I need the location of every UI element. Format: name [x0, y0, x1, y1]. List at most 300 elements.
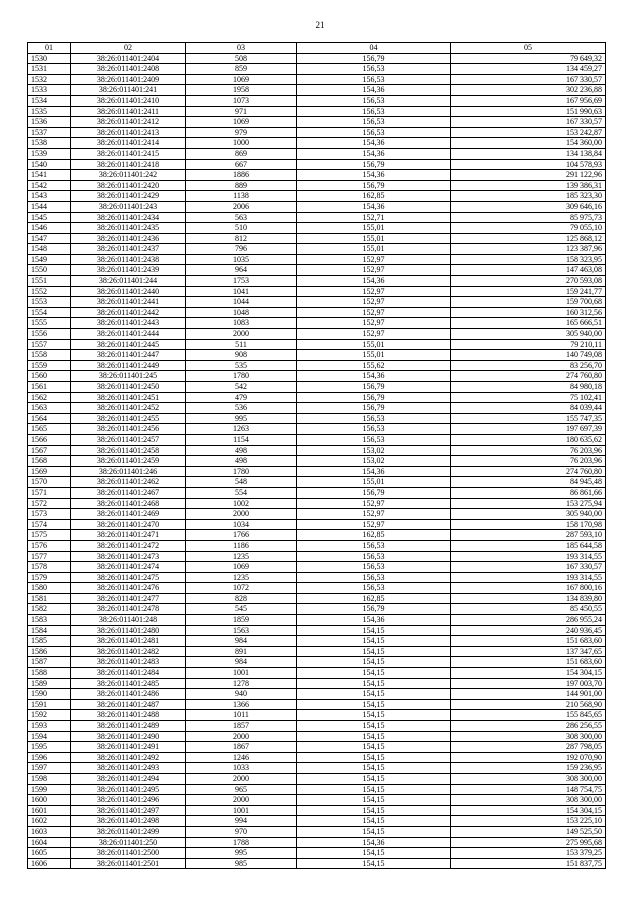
rate-value: 155,01 [297, 339, 451, 350]
amount-value: 151 837,75 [451, 858, 606, 869]
cadastral-number: 38:26:011401:2440 [71, 286, 186, 297]
rate-value: 156,53 [297, 413, 451, 424]
rate-value: 152,97 [297, 519, 451, 530]
cadastral-number: 38:26:011401:2462 [71, 477, 186, 488]
table-row [28, 826, 606, 837]
row-number: 1547 [28, 233, 71, 244]
table-row [28, 742, 606, 753]
amount-value: 153 379,25 [451, 848, 606, 859]
rate-value: 154,15 [297, 752, 451, 763]
area-value: 970 [186, 826, 297, 837]
row-number: 1570 [28, 477, 71, 488]
rate-value: 154,15 [297, 710, 451, 721]
rate-value: 156,53 [297, 127, 451, 138]
table-row [28, 593, 606, 604]
cadastral-number: 38:26:011401:2498 [71, 816, 186, 827]
table-row [28, 424, 606, 435]
rate-value: 154,36 [297, 276, 451, 287]
amount-value: 167 800,16 [451, 583, 606, 594]
cadastral-number: 38:26:011401:2414 [71, 138, 186, 149]
table-row [28, 445, 606, 456]
row-number: 1555 [28, 318, 71, 329]
row-number: 1582 [28, 604, 71, 615]
row-number: 1604 [28, 837, 71, 848]
area-value: 1083 [186, 318, 297, 329]
row-number: 1577 [28, 551, 71, 562]
amount-value: 134 459,27 [451, 64, 606, 75]
rate-value: 154,15 [297, 773, 451, 784]
row-number: 1542 [28, 180, 71, 191]
area-value: 1766 [186, 530, 297, 541]
row-number: 1587 [28, 657, 71, 668]
area-value: 965 [186, 784, 297, 795]
table-row [28, 138, 606, 149]
row-number: 1557 [28, 339, 71, 350]
rate-value: 154,36 [297, 371, 451, 382]
data-table [27, 42, 606, 869]
area-value: 1033 [186, 763, 297, 774]
cadastral-number: 38:26:011401:2435 [71, 223, 186, 234]
rate-value: 154,15 [297, 646, 451, 657]
amount-value: 309 646,16 [451, 201, 606, 212]
row-number: 1540 [28, 159, 71, 170]
table-row [28, 95, 606, 106]
row-number: 1567 [28, 445, 71, 456]
table-row [28, 625, 606, 636]
table-row [28, 64, 606, 75]
table-row [28, 498, 606, 509]
amount-value: 137 347,65 [451, 646, 606, 657]
area-value: 995 [186, 413, 297, 424]
amount-value: 154 304,15 [451, 805, 606, 816]
amount-value: 192 070,90 [451, 752, 606, 763]
table-row [28, 339, 606, 350]
rate-value: 156,53 [297, 424, 451, 435]
amount-value: 79 055,10 [451, 223, 606, 234]
amount-value: 75 102,41 [451, 392, 606, 403]
column-header-05: 05 [451, 43, 606, 54]
amount-value: 159 700,68 [451, 297, 606, 308]
table-row [28, 392, 606, 403]
table-row [28, 731, 606, 742]
rate-value: 154,15 [297, 848, 451, 859]
area-value: 985 [186, 858, 297, 869]
amount-value: 79 210,11 [451, 339, 606, 350]
cadastral-number: 38:26:011401:2438 [71, 254, 186, 265]
area-value: 1235 [186, 572, 297, 583]
row-number: 1594 [28, 731, 71, 742]
area-value: 2006 [186, 201, 297, 212]
area-value: 508 [186, 53, 297, 64]
rate-value: 155,01 [297, 350, 451, 361]
cadastral-number: 38:26:011401:2467 [71, 487, 186, 498]
rate-value: 156,53 [297, 583, 451, 594]
area-value: 812 [186, 233, 297, 244]
table-row [28, 795, 606, 806]
table-row [28, 85, 606, 96]
cadastral-number: 38:26:011401:2449 [71, 360, 186, 371]
area-value: 542 [186, 382, 297, 393]
amount-value: 275 995,68 [451, 837, 606, 848]
cadastral-number: 38:26:011401:2478 [71, 604, 186, 615]
area-value: 1069 [186, 562, 297, 573]
table-row [28, 699, 606, 710]
column-header-01: 01 [28, 43, 71, 54]
cadastral-number: 38:26:011401:2482 [71, 646, 186, 657]
amount-value: 85 450,55 [451, 604, 606, 615]
rate-value: 156,79 [297, 159, 451, 170]
rate-value: 154,15 [297, 816, 451, 827]
amount-value: 104 578,93 [451, 159, 606, 170]
row-number: 1573 [28, 509, 71, 520]
cadastral-number: 38:26:011401:2497 [71, 805, 186, 816]
table-row [28, 816, 606, 827]
rate-value: 154,36 [297, 138, 451, 149]
rate-value: 156,53 [297, 95, 451, 106]
amount-value: 76 203,96 [451, 445, 606, 456]
area-value: 1035 [186, 254, 297, 265]
table-row [28, 668, 606, 679]
amount-value: 79 649,32 [451, 53, 606, 64]
table-row [28, 318, 606, 329]
amount-value: 85 975,73 [451, 212, 606, 223]
table-row [28, 191, 606, 202]
rate-value: 156,79 [297, 604, 451, 615]
amount-value: 286 256,55 [451, 721, 606, 732]
area-value: 940 [186, 689, 297, 700]
row-number: 1575 [28, 530, 71, 541]
cadastral-number: 38:26:011401:2495 [71, 784, 186, 795]
area-value: 1041 [186, 286, 297, 297]
row-number: 1571 [28, 487, 71, 498]
area-value: 1886 [186, 170, 297, 181]
amount-value: 153 275,94 [451, 498, 606, 509]
cadastral-number: 38:26:011401:2484 [71, 668, 186, 679]
area-value: 667 [186, 159, 297, 170]
area-value: 1001 [186, 668, 297, 679]
row-number: 1536 [28, 117, 71, 128]
area-value: 1001 [186, 805, 297, 816]
cadastral-number: 38:26:011401:2412 [71, 117, 186, 128]
row-number: 1590 [28, 689, 71, 700]
cadastral-number: 38:26:011401:2452 [71, 403, 186, 414]
cadastral-number: 38:26:011401:2447 [71, 350, 186, 361]
area-value: 1780 [186, 466, 297, 477]
rate-value: 156,53 [297, 572, 451, 583]
amount-value: 123 387,96 [451, 244, 606, 255]
column-header-04: 04 [297, 43, 451, 54]
rate-value: 154,36 [297, 615, 451, 626]
amount-value: 84 945,48 [451, 477, 606, 488]
amount-value: 274 760,80 [451, 371, 606, 382]
amount-value: 149 525,50 [451, 826, 606, 837]
area-value: 1753 [186, 276, 297, 287]
rate-value: 152,97 [297, 318, 451, 329]
amount-value: 158 170,98 [451, 519, 606, 530]
rate-value: 156,79 [297, 487, 451, 498]
table-row [28, 117, 606, 128]
cadastral-number: 38:26:011401:2418 [71, 159, 186, 170]
rate-value: 156,53 [297, 562, 451, 573]
table-row [28, 848, 606, 859]
row-number: 1537 [28, 127, 71, 138]
row-number: 1599 [28, 784, 71, 795]
table-row [28, 360, 606, 371]
row-number: 1603 [28, 826, 71, 837]
area-value: 2000 [186, 795, 297, 806]
table-row [28, 106, 606, 117]
cadastral-number: 38:26:011401:2474 [71, 562, 186, 573]
table-row [28, 805, 606, 816]
row-number: 1556 [28, 329, 71, 340]
row-number: 1548 [28, 244, 71, 255]
cadastral-number: 38:26:011401:2475 [71, 572, 186, 583]
area-value: 1069 [186, 117, 297, 128]
rate-value: 156,53 [297, 64, 451, 75]
rate-value: 154,15 [297, 678, 451, 689]
cadastral-number: 38:26:011401:2496 [71, 795, 186, 806]
amount-value: 147 463,08 [451, 265, 606, 276]
row-number: 1580 [28, 583, 71, 594]
area-value: 964 [186, 265, 297, 276]
row-number: 1592 [28, 710, 71, 721]
cadastral-number: 38:26:011401:2501 [71, 858, 186, 869]
rate-value: 155,01 [297, 244, 451, 255]
row-number: 1546 [28, 223, 71, 234]
cadastral-number: 38:26:011401:2486 [71, 689, 186, 700]
cadastral-number: 38:26:011401:2439 [71, 265, 186, 276]
area-value: 984 [186, 657, 297, 668]
cadastral-number: 38:26:011401:248 [71, 615, 186, 626]
cadastral-number: 38:26:011401:244 [71, 276, 186, 287]
table-row [28, 53, 606, 64]
column-header-02: 02 [71, 43, 186, 54]
amount-value: 291 122,96 [451, 170, 606, 181]
amount-value: 240 936,45 [451, 625, 606, 636]
amount-value: 274 760,80 [451, 466, 606, 477]
rate-value: 153,02 [297, 445, 451, 456]
cadastral-number: 38:26:011401:245 [71, 371, 186, 382]
amount-value: 134 138,84 [451, 148, 606, 159]
cadastral-number: 38:26:011401:2485 [71, 678, 186, 689]
rate-value: 154,36 [297, 837, 451, 848]
table-row [28, 127, 606, 138]
cadastral-number: 38:26:011401:2442 [71, 307, 186, 318]
row-number: 1569 [28, 466, 71, 477]
row-number: 1601 [28, 805, 71, 816]
area-value: 1002 [186, 498, 297, 509]
rate-value: 154,15 [297, 826, 451, 837]
amount-value: 308 300,00 [451, 731, 606, 742]
amount-value: 193 314,55 [451, 572, 606, 583]
amount-value: 153 242,87 [451, 127, 606, 138]
cadastral-number: 38:26:011401:2455 [71, 413, 186, 424]
row-number: 1533 [28, 85, 71, 96]
amount-value: 158 323,95 [451, 254, 606, 265]
area-value: 1235 [186, 551, 297, 562]
row-number: 1545 [28, 212, 71, 223]
cadastral-number: 38:26:011401:2437 [71, 244, 186, 255]
table-row [28, 784, 606, 795]
page-number: 21 [315, 20, 325, 30]
rate-value: 152,97 [297, 297, 451, 308]
cadastral-number: 38:26:011401:2472 [71, 540, 186, 551]
row-number: 1581 [28, 593, 71, 604]
rate-value: 154,15 [297, 858, 451, 869]
area-value: 1859 [186, 615, 297, 626]
amount-value: 286 955,24 [451, 615, 606, 626]
rate-value: 156,79 [297, 53, 451, 64]
rate-value: 154,15 [297, 668, 451, 679]
area-value: 1034 [186, 519, 297, 530]
table-row [28, 604, 606, 615]
table-row [28, 212, 606, 223]
amount-value: 308 300,00 [451, 773, 606, 784]
row-number: 1576 [28, 540, 71, 551]
cadastral-number: 38:26:011401:2481 [71, 636, 186, 647]
area-value: 545 [186, 604, 297, 615]
table-row [28, 434, 606, 445]
rate-value: 152,97 [297, 265, 451, 276]
rate-value: 154,36 [297, 148, 451, 159]
cadastral-number: 38:26:011401:243 [71, 201, 186, 212]
rate-value: 162,85 [297, 530, 451, 541]
amount-value: 302 236,88 [451, 85, 606, 96]
amount-value: 185 323,30 [451, 191, 606, 202]
cadastral-number: 38:26:011401:2489 [71, 721, 186, 732]
row-number: 1568 [28, 456, 71, 467]
table-row [28, 276, 606, 287]
area-value: 891 [186, 646, 297, 657]
area-value: 994 [186, 816, 297, 827]
area-value: 1044 [186, 297, 297, 308]
amount-value: 148 754,75 [451, 784, 606, 795]
area-value: 2000 [186, 773, 297, 784]
area-value: 979 [186, 127, 297, 138]
cadastral-number: 38:26:011401:2468 [71, 498, 186, 509]
row-number: 1562 [28, 392, 71, 403]
cadastral-number: 38:26:011401:2488 [71, 710, 186, 721]
row-number: 1572 [28, 498, 71, 509]
cadastral-number: 38:26:011401:2457 [71, 434, 186, 445]
rate-value: 155,62 [297, 360, 451, 371]
area-value: 1857 [186, 721, 297, 732]
row-number: 1560 [28, 371, 71, 382]
cadastral-number: 38:26:011401:2411 [71, 106, 186, 117]
amount-value: 84 039,44 [451, 403, 606, 414]
row-number: 1549 [28, 254, 71, 265]
cadastral-number: 38:26:011401:2469 [71, 509, 186, 520]
amount-value: 151 683,60 [451, 657, 606, 668]
table-row [28, 678, 606, 689]
area-value: 548 [186, 477, 297, 488]
rate-value: 154,15 [297, 805, 451, 816]
row-number: 1597 [28, 763, 71, 774]
rate-value: 154,15 [297, 763, 451, 774]
cadastral-number: 38:26:011401:2476 [71, 583, 186, 594]
area-value: 889 [186, 180, 297, 191]
table-row [28, 858, 606, 869]
area-value: 1780 [186, 371, 297, 382]
table-row [28, 307, 606, 318]
row-number: 1532 [28, 74, 71, 85]
row-number: 1553 [28, 297, 71, 308]
amount-value: 193 314,55 [451, 551, 606, 562]
table-row [28, 837, 606, 848]
rate-value: 154,15 [297, 657, 451, 668]
table-row [28, 286, 606, 297]
rate-value: 155,01 [297, 477, 451, 488]
row-number: 1574 [28, 519, 71, 530]
table-row [28, 615, 606, 626]
table-row [28, 562, 606, 573]
row-number: 1539 [28, 148, 71, 159]
area-value: 1867 [186, 742, 297, 753]
area-value: 1011 [186, 710, 297, 721]
rate-value: 152,97 [297, 307, 451, 318]
amount-value: 197 003,70 [451, 678, 606, 689]
row-number: 1605 [28, 848, 71, 859]
rate-value: 154,15 [297, 795, 451, 806]
rate-value: 155,01 [297, 223, 451, 234]
table-row [28, 223, 606, 234]
area-value: 2000 [186, 329, 297, 340]
rate-value: 155,01 [297, 233, 451, 244]
rate-value: 156,79 [297, 382, 451, 393]
table-row [28, 752, 606, 763]
cadastral-number: 38:26:011401:2450 [71, 382, 186, 393]
cadastral-number: 38:26:011401:2434 [71, 212, 186, 223]
amount-value: 270 593,08 [451, 276, 606, 287]
row-number: 1595 [28, 742, 71, 753]
cadastral-number: 38:26:011401:2404 [71, 53, 186, 64]
amount-value: 140 749,08 [451, 350, 606, 361]
row-number: 1606 [28, 858, 71, 869]
cadastral-number: 38:26:011401:2410 [71, 95, 186, 106]
row-number: 1589 [28, 678, 71, 689]
row-number: 1598 [28, 773, 71, 784]
rate-value: 162,85 [297, 191, 451, 202]
area-value: 536 [186, 403, 297, 414]
rate-value: 152,71 [297, 212, 451, 223]
amount-value: 167 956,69 [451, 95, 606, 106]
rate-value: 156,53 [297, 434, 451, 445]
cadastral-number: 38:26:011401:2493 [71, 763, 186, 774]
rate-value: 156,53 [297, 540, 451, 551]
cadastral-number: 38:26:011401:2444 [71, 329, 186, 340]
area-value: 995 [186, 848, 297, 859]
rate-value: 154,36 [297, 85, 451, 96]
row-number: 1585 [28, 636, 71, 647]
row-number: 1541 [28, 170, 71, 181]
table-row [28, 710, 606, 721]
area-value: 535 [186, 360, 297, 371]
area-value: 1366 [186, 699, 297, 710]
table-row [28, 254, 606, 265]
amount-value: 167 330,57 [451, 74, 606, 85]
area-value: 1154 [186, 434, 297, 445]
rate-value: 154,36 [297, 170, 451, 181]
table-row [28, 572, 606, 583]
row-number: 1551 [28, 276, 71, 287]
row-number: 1583 [28, 615, 71, 626]
rate-value: 154,15 [297, 742, 451, 753]
rate-value: 154,15 [297, 689, 451, 700]
table-row [28, 382, 606, 393]
table-row [28, 413, 606, 424]
row-number: 1566 [28, 434, 71, 445]
cadastral-number: 38:26:011401:2473 [71, 551, 186, 562]
